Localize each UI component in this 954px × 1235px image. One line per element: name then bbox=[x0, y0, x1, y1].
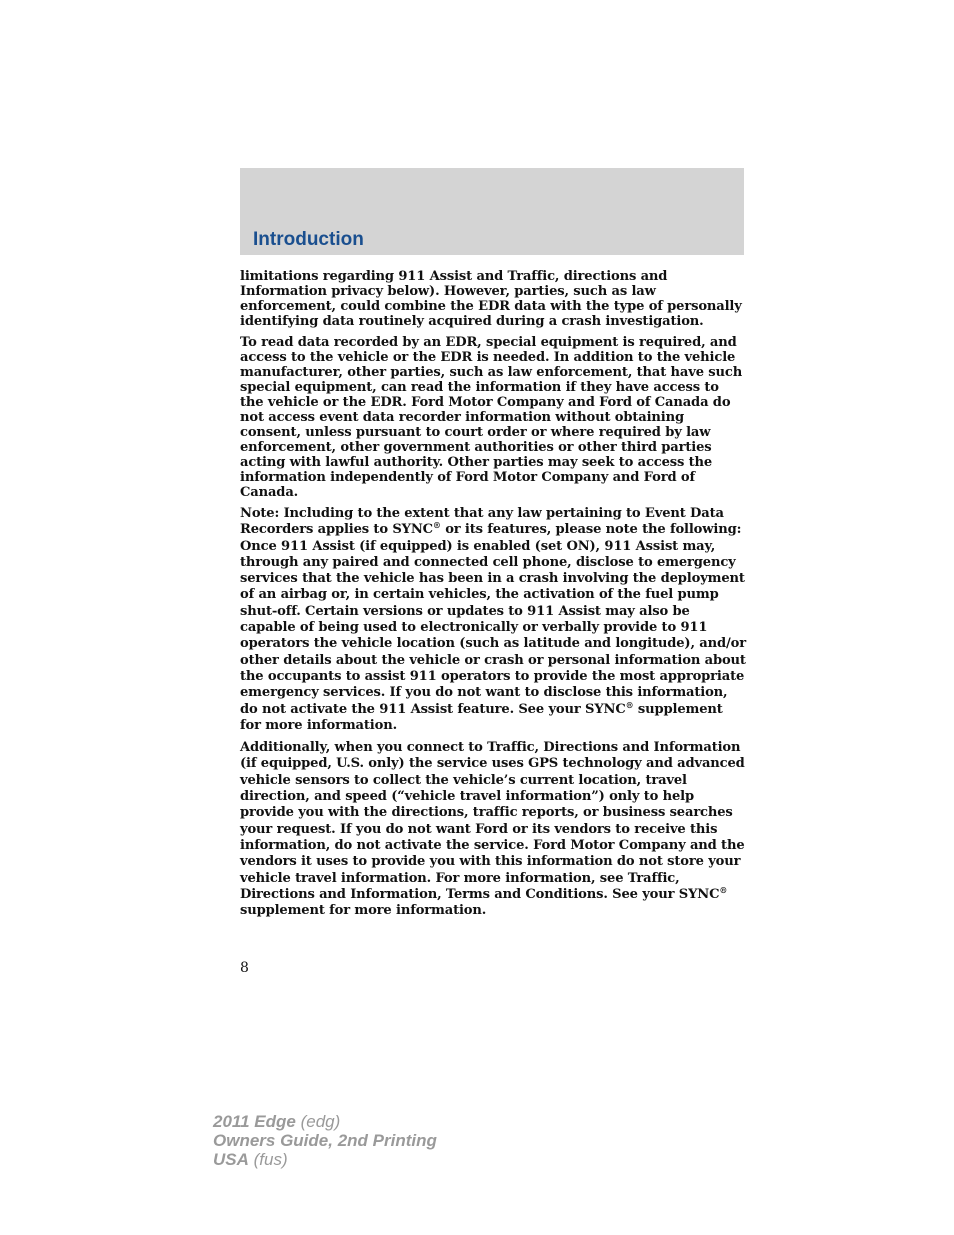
section-header-band bbox=[240, 168, 744, 255]
body-text bbox=[240, 269, 746, 925]
section-title: Introduction bbox=[253, 229, 364, 250]
paragraph-edr-limitations: limitations regarding 911 Assist and Traffic, directions and Information privacy below). However, parties, such as law enforcement, could combine the EDR data with the type of personally identifying data routinely acquired during a crash investigation. bbox=[240, 269, 742, 329]
paragraph-traffic-part-1: Additionally, when you connect to Traffic, Directions and Information (if equipped, U.S. only) the service uses GPS technology and advanced vehicle sensors to collect the vehicle’s current location, travel direction, and speed (“vehicle travel information”) only to help provide you with the directions, traffic reports, or business searches your request. If you do not want Ford or its vendors to receive this information, do not activate the service. Ford Motor Company and the vendors it uses to provide you with this information do not store your vehicle travel information. For more information, see Traffic, Directions and Information, Terms and Conditions. See your SYNC bbox=[240, 740, 745, 902]
footer-model-code: (edg) bbox=[300, 1112, 341, 1131]
footer-market-code: (fus) bbox=[253, 1150, 288, 1169]
footer-market-line bbox=[213, 1150, 437, 1169]
paragraph-911-assist-part-3: supplement for more information. bbox=[240, 701, 723, 733]
paragraph-edr-access: To read data recorded by an EDR, special equipment is required, and access to the vehicle or the EDR is needed. In addition to the vehicle manufacturer, other parties, such as law enforcement, that have such special equipment, can read the information if they have access to the vehicle or the EDR. Ford Motor Company and Ford of Canada do not access event data recorder information without obtaining consent, unless pursuant to court order or where required by law enforcement, other government authorities or other third parties acting with lawful authority. Other parties may seek to access the information independently of Ford Motor Company and Ford of Canada. bbox=[240, 335, 743, 500]
document-footer bbox=[213, 1112, 437, 1169]
page-number: 8 bbox=[240, 960, 249, 976]
paragraph-traffic-part-2: supplement for more information. bbox=[240, 903, 487, 919]
footer-model-line bbox=[213, 1112, 437, 1131]
footer-market: USA bbox=[213, 1150, 249, 1169]
registered-mark: ® bbox=[719, 884, 728, 895]
paragraph-911-assist-note bbox=[240, 506, 746, 734]
footer-guide: Owners Guide, 2nd Printing bbox=[213, 1131, 437, 1150]
registered-mark: ® bbox=[432, 520, 441, 531]
paragraph-traffic-directions bbox=[240, 740, 746, 919]
registered-mark: ® bbox=[625, 699, 634, 710]
footer-model: 2011 Edge bbox=[213, 1112, 296, 1131]
paragraph-911-assist-part-2: or its features, please note the following: Once 911 Assist (if equipped) is enabled (set ON), 911 Assist may, through any paired and connected cell phone, disclose to emergency services that the vehicle has been in a crash involving the deployment of an airbag or, in certain vehicles, the activation of the fuel pump shut-off. Certain versions or updates to 911 Assist may also be capable of being used to electronically or verbally provide to 911 operators the vehicle location (such as latitude and longitude), and/or other details about the vehicle or crash or personal information about the occupants to assist 911 operators to provide the most appropriate emergency services. If you do not want to disclose this information, do not activate the 911 Assist feature. See your SYNC bbox=[240, 522, 746, 717]
paragraph-911-assist-part-1: Note: Including to the extent that any law pertaining to Event Data Recorders applies to SYNC bbox=[240, 506, 724, 538]
